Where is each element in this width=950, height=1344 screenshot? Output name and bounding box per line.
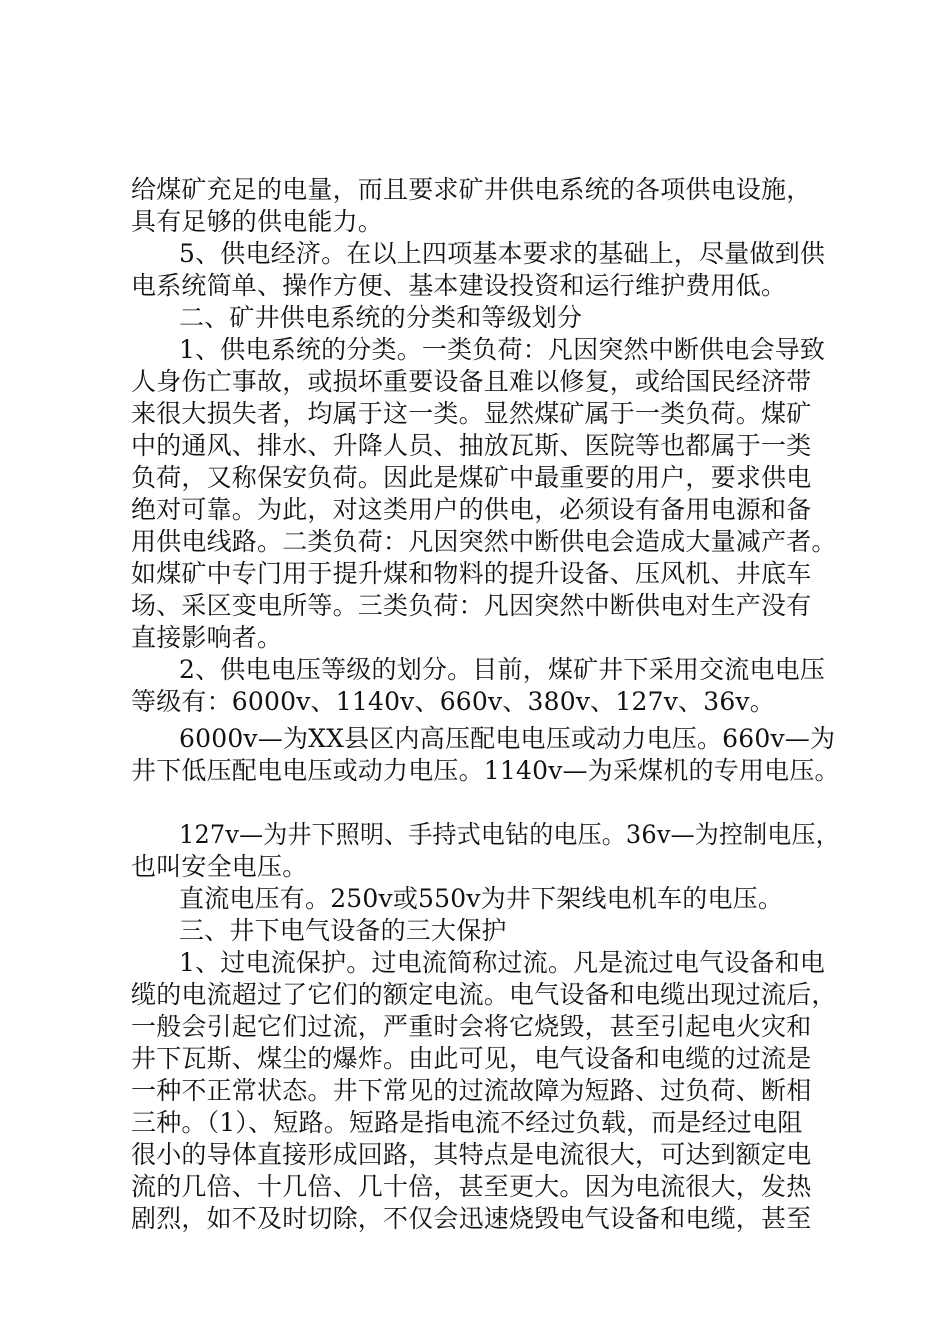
text-line: 用供电线路。二类负荷：凡因突然中断供电会造成大量减产者。 [131,527,837,556]
text-line: 场、采区变电所等。三类负荷：凡因突然中断供电对生产没有 [131,591,812,620]
section-heading: 三、井下电气设备的三大保护 [179,916,507,945]
text-line: 127v—为井下照明、手持式电钻的电压。36v—为控制电压， [179,820,840,849]
text-line: 负荷，又称保安负荷。因此是煤矿中最重要的用户，要求供电 [131,463,812,492]
text-line: 给煤矿充足的电量，而且要求矿井供电系统的各项供电设施， [131,175,812,204]
text-line: 5、供电经济。在以上四项基本要求的基础上，尽量做到供 [179,239,826,268]
text-line: 一般会引起它们过流，严重时会将它烧毁，甚至引起电火灾和 [131,1012,812,1041]
text-line: 也叫安全电压。 [131,852,308,881]
text-line: 井下瓦斯、煤尘的爆炸。由此可见，电气设备和电缆的过流是 [131,1044,812,1073]
text-line: 来很大损失者，均属于这一类。显然煤矿属于一类负荷。煤矿 [131,399,812,428]
text-line: 流的几倍、十几倍、几十倍，甚至更大。因为电流很大，发热 [131,1172,812,1201]
text-line: 电系统简单、操作方便、基本建设投资和运行维护费用低。 [131,271,787,300]
text-line: 三种。（1）、短路。短路是指电流不经过负载，而是经过电阻 [131,1108,803,1137]
text-line: 如煤矿中专门用于提升煤和物料的提升设备、压风机、井底车 [131,559,812,588]
text-line: 1、供电系统的分类。一类负荷：凡因突然中断供电会导致 [179,335,826,364]
text-line: 1、过电流保护。过电流简称过流。凡是流过电气设备和电 [179,948,826,977]
text-line: 中的通风、排水、升降人员、抽放瓦斯、医院等也都属于一类 [131,431,812,460]
text-line: 很小的导体直接形成回路，其特点是电流很大，可达到额定电 [131,1140,812,1169]
text-line: 绝对可靠。为此，对这类用户的供电，必须设有备用电源和备 [131,495,812,524]
text-line: 6000v—为XX县区内高压配电电压或动力电压。660v—为 [179,724,836,753]
text-line: 2、供电电压等级的划分。目前，煤矿井下采用交流电电压 [179,655,826,684]
text-line: 一种不正常状态。井下常见的过流故障为短路、过负荷、断相 [131,1076,812,1105]
text-line: 缆的电流超过了它们的额定电流。电气设备和电缆出现过流后， [131,980,837,1009]
text-line: 直流电压有。250v或550v为井下架线电机车的电压。 [179,884,784,913]
text-line: 具有足够的供电能力。 [131,207,384,236]
text-line: 剧烈，如不及时切除，不仅会迅速烧毁电气设备和电缆，甚至 [131,1204,812,1233]
text-line: 等级有：6000v、1140v、660v、380v、127v、36v。 [131,687,775,716]
text-line: 井下低压配电电压或动力电压。1140v—为采煤机的专用电压。 [131,756,840,785]
text-line: 人身伤亡事故，或损坏重要设备且难以修复，或给国民经济带 [131,367,812,396]
text-line: 直接影响者。 [131,623,283,652]
section-heading: 二、矿井供电系统的分类和等级划分 [179,303,583,332]
